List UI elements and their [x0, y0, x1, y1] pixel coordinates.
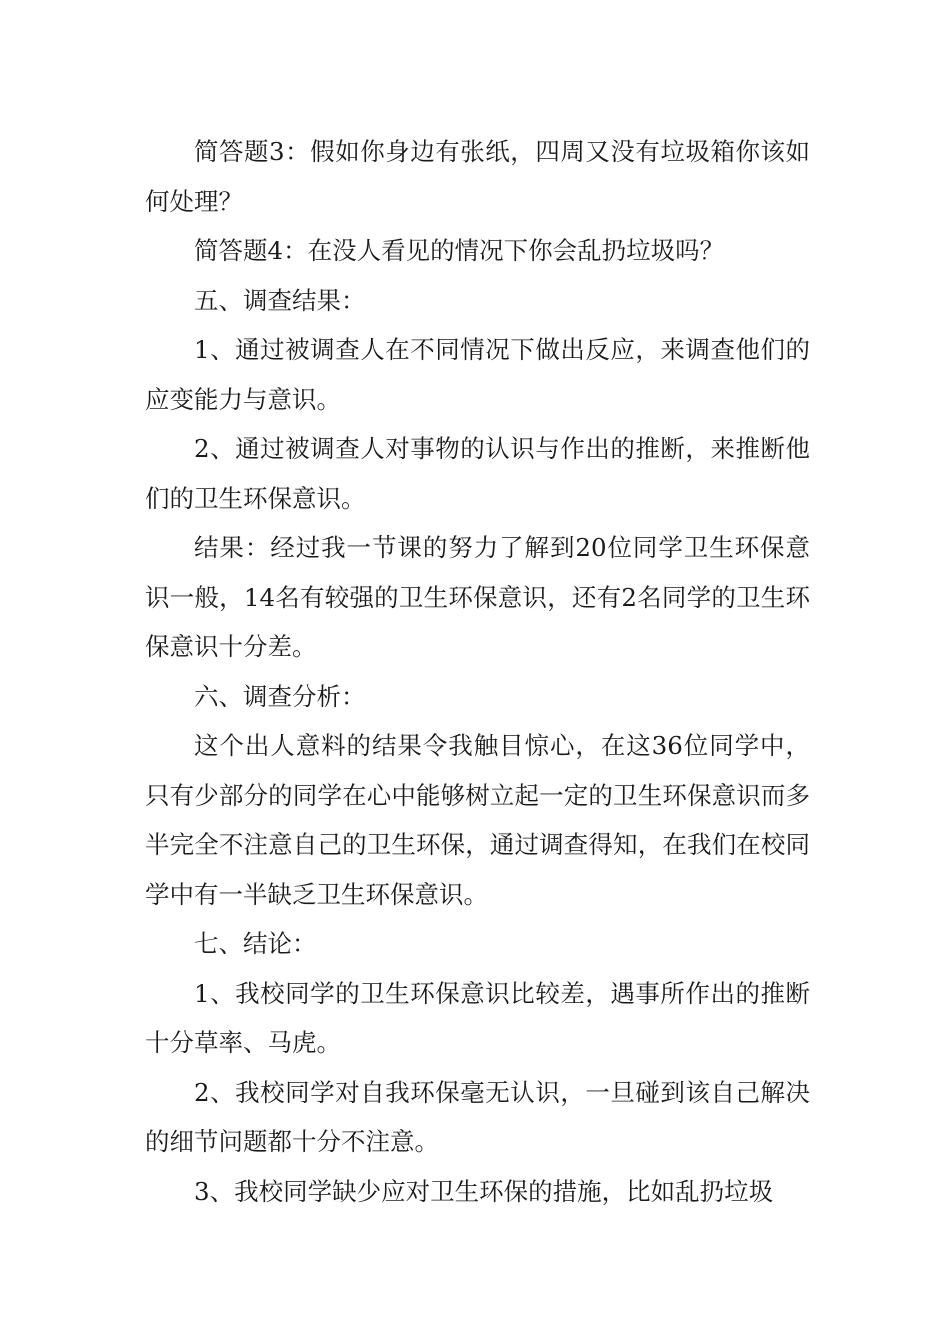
- paragraph-short-answer-4: 简答题4：在没人看见的情况下你会乱扔垃圾吗？: [194, 236, 725, 265]
- section-heading-conclusion: 七、结论：: [194, 929, 317, 958]
- paragraph-result-item-1: 1、通过被调查人在不同情况下做出反应，来调查他们的应变能力与意识。: [145, 335, 810, 414]
- section-heading-survey-results: 五、调查结果：: [194, 285, 366, 315]
- paragraph-conclusion-item-2: 2、我校同学对自我环保毫无认识，一旦碰到该自己解决的细节问题都十分不注意。: [145, 1077, 810, 1156]
- section-heading-survey-analysis: 六、调查分析：: [194, 681, 366, 711]
- paragraph-analysis: 这个出人意料的结果令我触目惊心，在这36位同学中，只有少部分的同学在心中能够树立起一定的卫生环保意识而多半完全不注意自己的卫生环保，通过调查得知，在我们在校同学中有一半缺乏卫生环保意识。: [145, 731, 810, 909]
- paragraph-conclusion-item-1: 1、我校同学的卫生环保意识比较差，遇事所作出的推断十分草率、马虎。: [145, 978, 810, 1057]
- paragraph-short-answer-3: 简答题3：假如你身边有张纸，四周又没有垃圾箱你该如何处理？: [145, 137, 810, 216]
- paragraph-conclusion-item-3: 3、我校同学缺少应对卫生环保的措施，比如乱扔垃圾: [194, 1176, 774, 1206]
- document-body: [145, 127, 810, 1216]
- paragraph-result-item-2: 2、通过被调查人对事物的认识与作出的推断，来推断他们的卫生环保意识。: [145, 434, 810, 513]
- paragraph-result-summary: 结果：经过我一节课的努力了解到20位同学卫生环保意识一般，14名有较强的卫生环保意识，还有2名同学的卫生环保意识十分差。: [145, 533, 810, 661]
